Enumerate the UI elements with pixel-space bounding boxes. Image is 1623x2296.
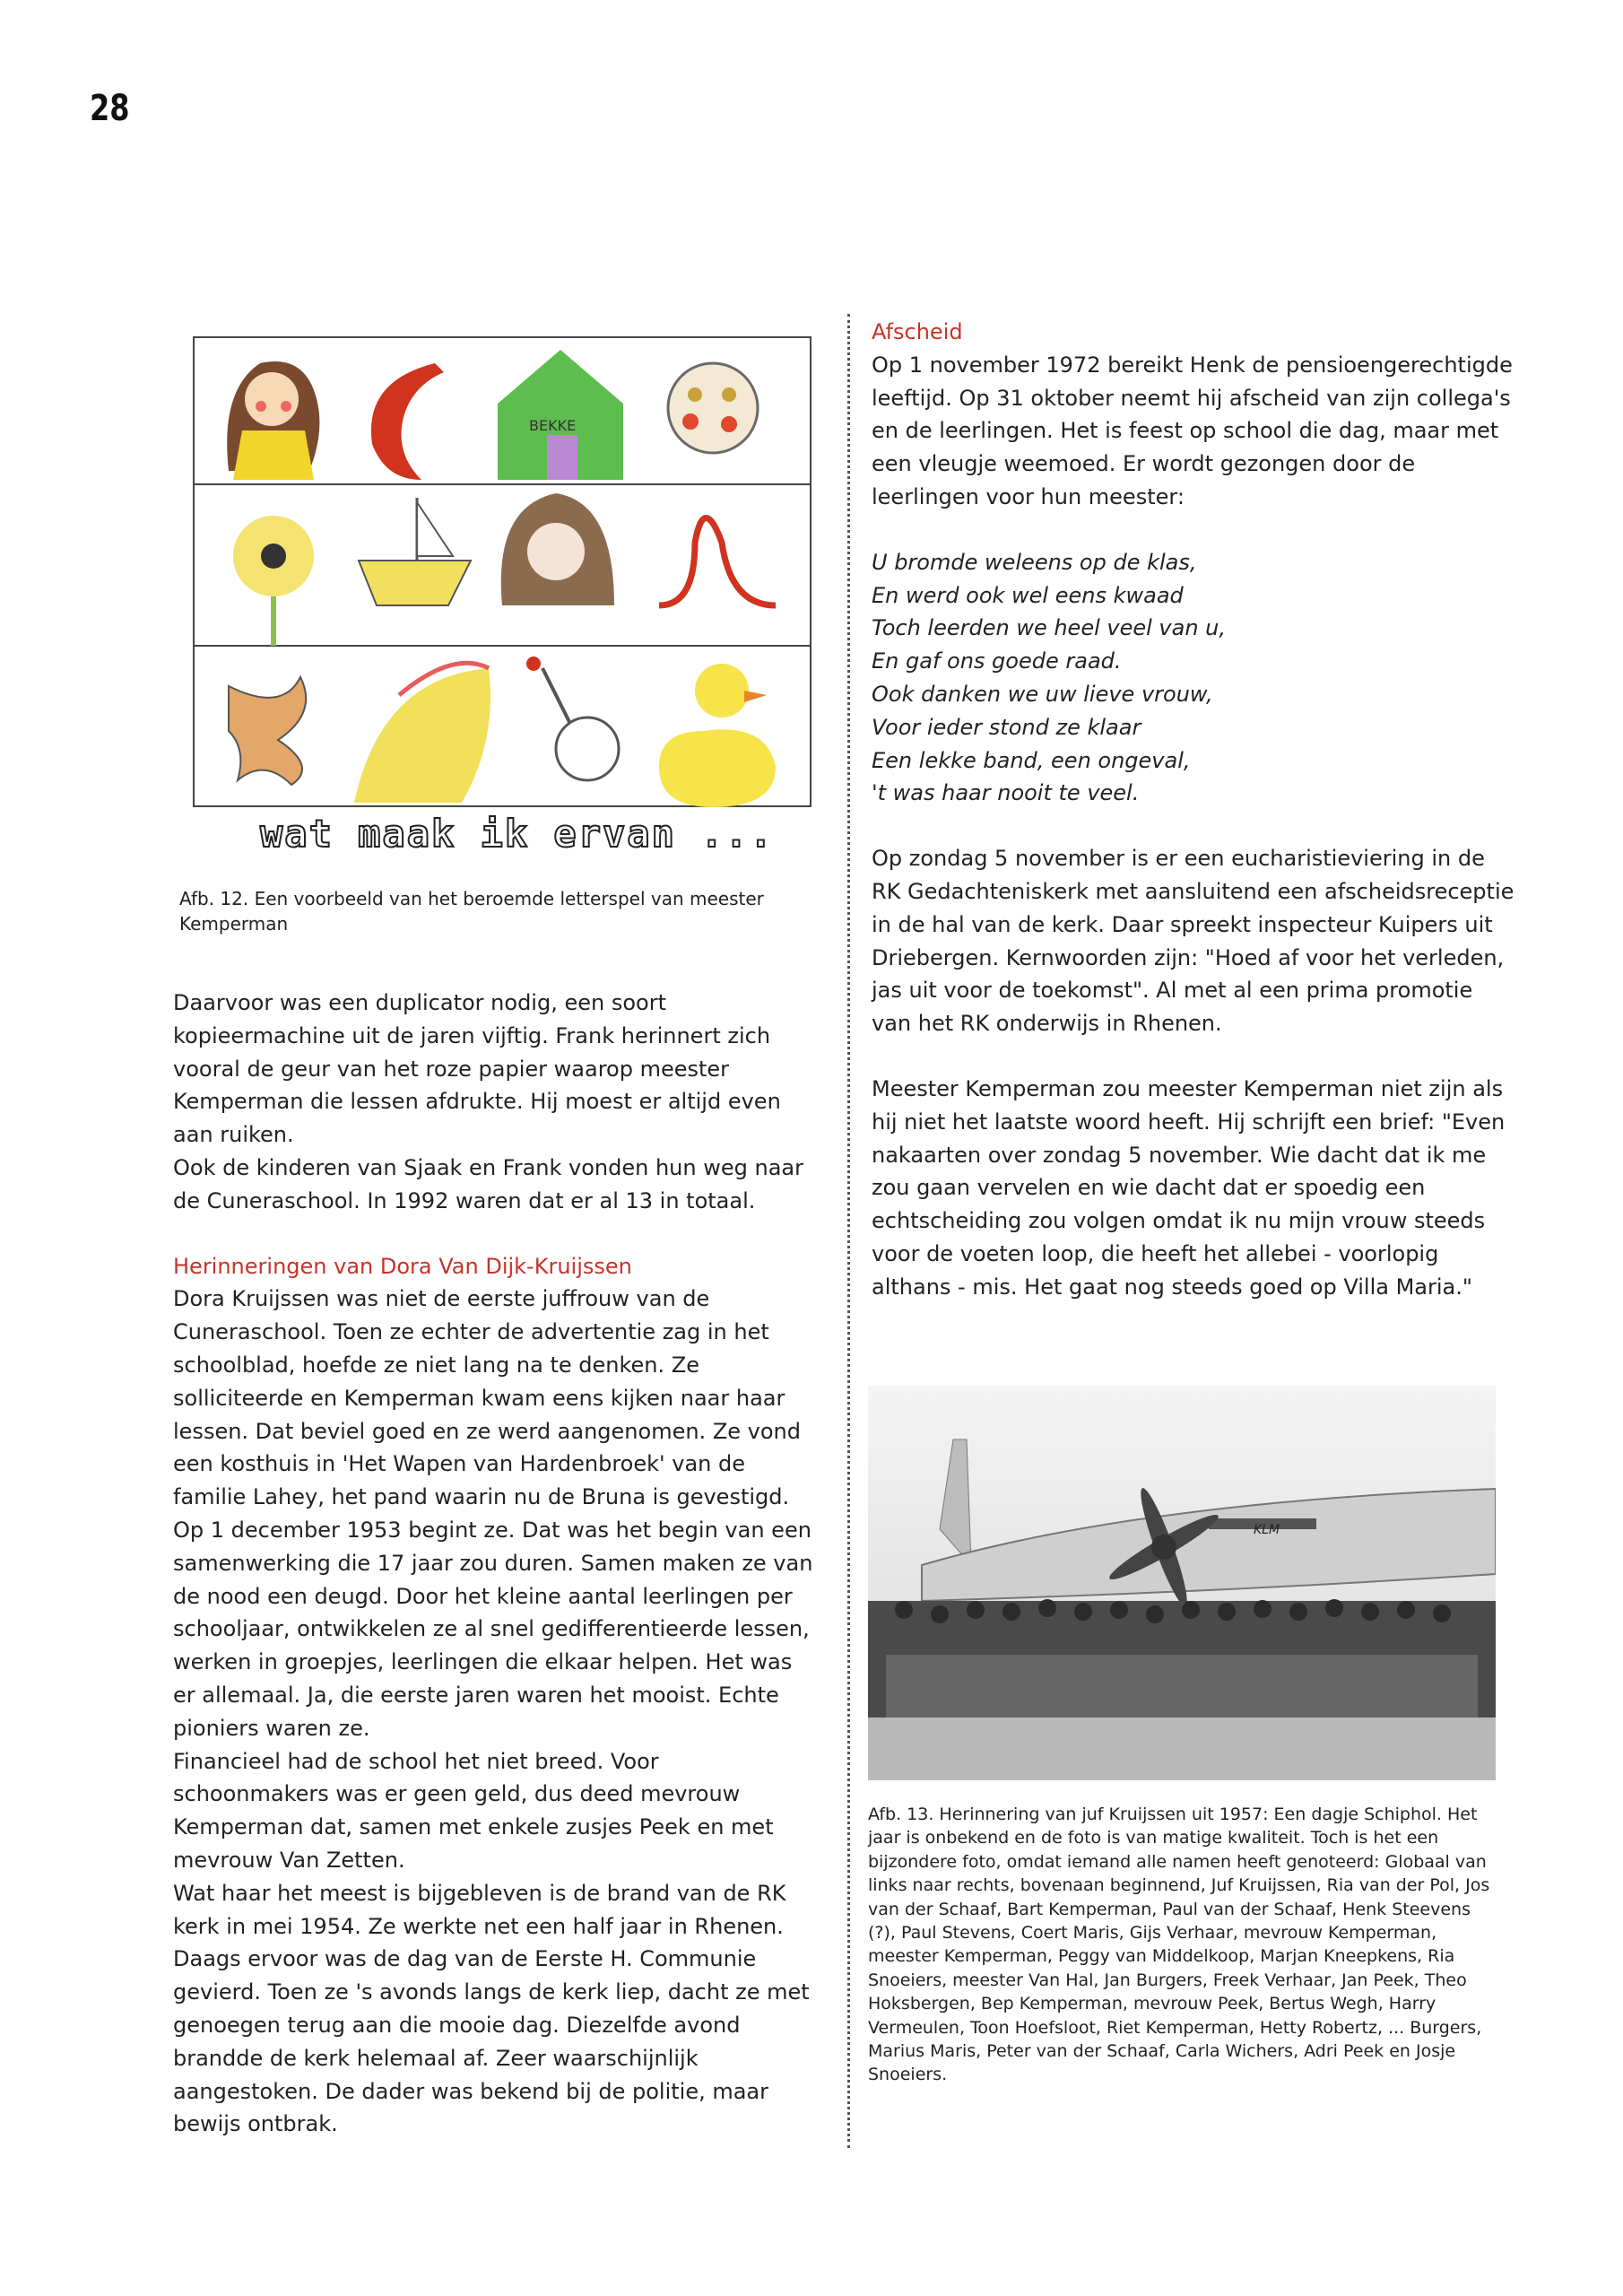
paragraph: Op 1 november 1972 bereikt Henk de pensioengerechtigde leeftijd. Op 31 oktober neemt hij afscheid van zijn collega's en de leerlingen. Het is feest op school die dag, maar met een vleugje weemoed. Er wordt gezongen door de leerlingen voor hun meester: <box>872 352 1513 509</box>
column-divider <box>847 314 850 2148</box>
poem-line: Toch leerden we heel veel van u, <box>872 615 1227 641</box>
drawing-banner: wat maak ik ervan ... <box>260 812 775 856</box>
drawing-illustration <box>193 336 812 816</box>
duck-drawing <box>659 664 776 807</box>
poem-line: Een lekke band, een ongeval, <box>872 747 1191 773</box>
squiggle-drawing <box>659 518 776 606</box>
poem-line: En gaf ons goede raad. <box>872 648 1122 674</box>
section-heading: Afscheid <box>872 319 963 344</box>
poem-line: En werd ook wel eens kwaad <box>872 582 1184 608</box>
photo-illustration <box>868 1386 1496 1780</box>
star-shape-drawing <box>229 677 306 785</box>
fan-drawing <box>354 668 490 803</box>
svg-text:BEKKE: BEKKE <box>529 417 577 434</box>
paragraph: Financieel had de school het niet breed. Voor schoonmakers was er geen geld, dus deed mevrouw Kemperman dat, samen met enkele zusjes Peek en met mevrouw Van Zetten. <box>173 1748 774 1873</box>
schiphol-group-photo <box>868 1386 1496 1780</box>
paragraph: Wat haar het meest is bijgebleven is de brand van de RK kerk in mei 1954. Ze werkte net een half jaar in Rhenen. Daags ervoor was de dag van de Eerste H. Communie gevierd. Toen ze 's avonds langs de kerk liep, dacht ze met genoegen terug aan die mooie dag. Diezelfde avond brandde de kerk helemaal af. Zeer waarschijnlijk aangestoken. De dader was bekend bij de politie, maar bewijs ontbrak. <box>173 1880 810 2137</box>
poem <box>872 546 1517 810</box>
left-column <box>173 987 814 2141</box>
paragraph: Meester Kemperman zou meester Kemperman niet zijn als hij niet het laatste woord heeft. Hij schrijft een brief: "Even nakaarten over zondag 5 november. Wie dacht dat ik me zou gaan vervelen en wie dacht dat er spoedig een echtscheiding zou volgen omdat ik nu mijn vrouw steeds voor de voeten loop, die heeft het allebei - voorlopig althans - mis. Het gaat nog steeds goed op Villa Maria." <box>872 1075 1506 1300</box>
paragraph: Op zondag 5 november is er een eucharistieviering in de RK Gedachteniskerk met aansluitend een afscheidsreceptie in de hal van de kerk. Daar spreekt inspecteur Kuipers uit Driebergen. Kernwoorden zijn: "Hoed af voor het verleden, jas uit voor de toekomst". Al met al een prima promotie van het RK onderwijs in Rhenen. <box>872 846 1515 1037</box>
letter-game-drawing <box>193 336 812 816</box>
poem-line: U bromde weleens op de klas, <box>872 549 1197 575</box>
poem-line: Voor ieder stond ze klaar <box>872 714 1141 740</box>
section-heading: Herinneringen van Dora Van Dijk-Kruijssen <box>173 1253 632 1279</box>
poem-line: Ook danken we uw lieve vrouw, <box>872 681 1213 707</box>
paragraph: Dora Kruijssen was niet de eerste juffrouw van de Cuneraschool. Toen ze echter de advertentie zag in het schoolblad, hoefde ze niet lang na te denken. Ze solliciteerde en Kemperman kwam eens kijken naar haar lessen. Dat beviel goed en ze werd aangenomen. Ze vond een kosthuis in 'Het Wapen van Hardenbroek' van de familie Lahey, het pand waarin nu de Bruna is gevestigd. <box>173 1286 801 1510</box>
page-number: 28 <box>90 88 130 129</box>
flower-drawing <box>233 516 314 646</box>
clown-face-drawing <box>668 363 758 453</box>
svg-text:KLM: KLM <box>1254 1523 1280 1537</box>
poem-line: 't was haar nooit te veel. <box>872 780 1140 806</box>
figure-12-caption: Afb. 12. Een voorbeeld van het beroemde letterspel van meester Kemperman <box>179 888 764 935</box>
girl-drawing <box>227 361 319 480</box>
moon-drawing <box>371 363 444 480</box>
pin-drawing <box>526 657 619 780</box>
paragraph: Op 1 december 1953 begint ze. Dat was het begin van een samenwerking die 17 jaar zou duren. Samen maken ze van de nood een deugd. Door het kleine aantal leerlingen per schooljaar, ontwikkelen ze al snel gedifferentieerde lessen, werken in groepjes, leerlingen die elkaar helpen. Het was er allemaal. Ja, die eerste jaren waren het mooist. Echte pioniers waren ze. <box>173 1517 813 1741</box>
paragraph: Ook de kinderen van Sjaak en Frank vonden hun weg naar de Cuneraschool. In 1992 waren dat er al 13 in totaal. <box>173 1154 803 1213</box>
boat-drawing <box>359 498 471 605</box>
figure-13-caption: Afb. 13. Herinnering van juf Kruijssen uit 1957: Een dagje Schiphol. Het jaar is onbekend en de foto is van matige kwaliteit. Toch is het een bijzondere foto, omdat iemand alle namen heeft genoteerd: Globaal van links naar rechts, bovenaan beginnend, Juf Kruijssen, Ria van der Pol, Jos van der Schaaf, Bart Kemperman, Paul van der Schaaf, Henk Steevens (?), Paul Stevens, Coert Maris, Gijs Verhaar, mevrouw Kemperman, meester Kemperman, Peggy van Middelkoop, Marjan Kneepkens, Ria Snoeiers, meester Van Hal, Jan Burgers, Freek Verhaar, Jan Peek, Theo Hoksbergen, Bep Kemperman, mevrouw Peek, Bertus Wegh, Harry Vermeulen, Toon Hoefsloot, Riet Kemperman, Hetty Robertz, ... Burgers, Marius Maris, Peter van der Schaaf, Carla Wichers, Adri Peek en Josje Snoeiers. <box>868 1805 1490 2085</box>
woman-face-drawing <box>501 493 614 605</box>
right-column <box>872 316 1517 1304</box>
house-drawing <box>498 350 623 480</box>
paragraph: Daarvoor was een duplicator nodig, een soort kopieermachine uit de jaren vijftig. Frank herinnert zich vooral de geur van het roze papier waarop meester Kemperman die lessen afdrukte. Hij moest er altijd even aan ruiken. <box>173 990 781 1148</box>
